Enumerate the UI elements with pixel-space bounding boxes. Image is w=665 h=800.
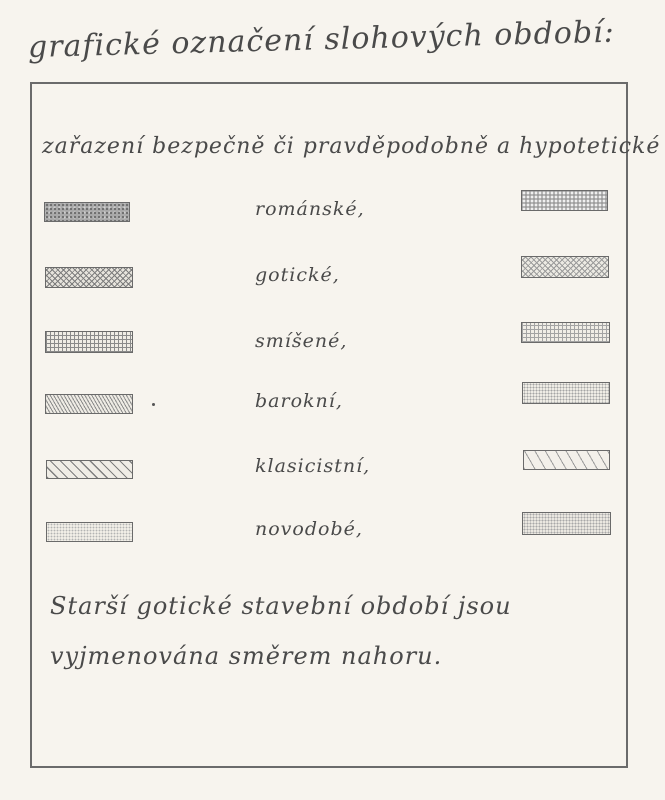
legend-label-modern: novodobé, [255, 518, 363, 540]
swatch-romanesque-hypothetical [521, 190, 608, 211]
swatch-mixed-certain [45, 331, 133, 353]
legend-header: zařazení bezpečně či pravděpodobně a hypotetické [42, 134, 661, 159]
swatch-baroque-hypothetical [522, 382, 610, 404]
swatch-baroque-certain [45, 394, 133, 414]
swatch-modern-certain [46, 522, 133, 542]
note-line-1: Starší gotické stavební období jsou [50, 592, 512, 620]
swatch-romanesque-certain [44, 202, 130, 222]
swatch-mixed-hypothetical [521, 322, 610, 343]
legend-label-baroque: barokní, [255, 390, 343, 412]
legend-label-romanesque: románské, [255, 198, 365, 220]
page-title: grafické označení slohových období: [27, 14, 616, 65]
swatch-classicist-certain [46, 460, 133, 479]
swatch-modern-hypothetical [522, 512, 611, 535]
legend-label-mixed: smíšené, [255, 330, 348, 352]
legend-label-classicist: klasicistní, [255, 455, 371, 477]
legend-label-gothic: gotické, [255, 264, 340, 286]
swatch-gothic-hypothetical [521, 256, 609, 278]
swatch-classicist-hypothetical [523, 450, 610, 470]
note-line-2: vyjmenována směrem nahoru. [50, 642, 443, 670]
swatch-gothic-certain [45, 267, 133, 288]
ink-dot [152, 403, 155, 406]
